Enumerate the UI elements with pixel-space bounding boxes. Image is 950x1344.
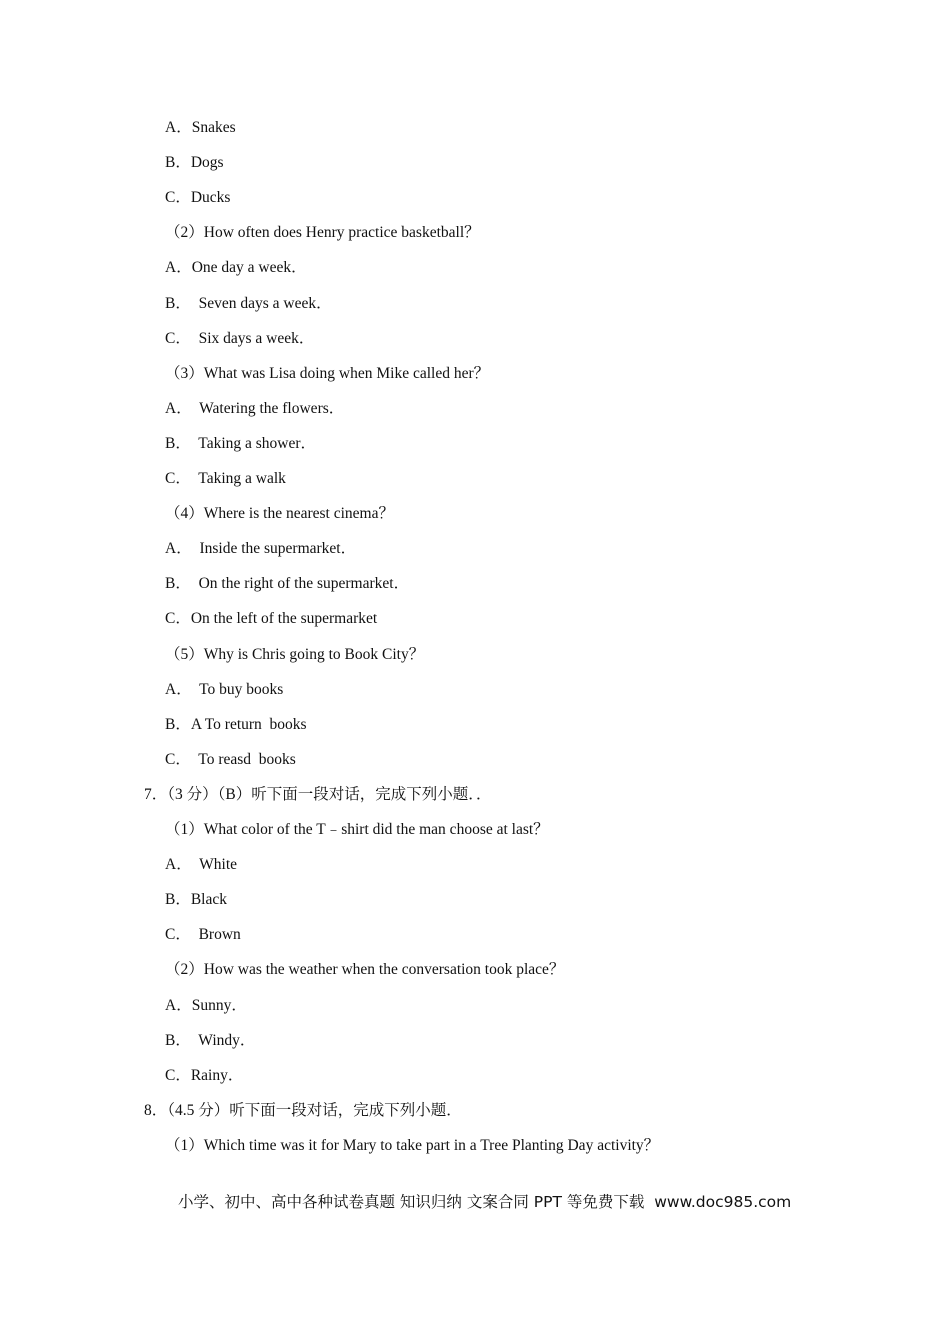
answer-option: C．Rainy． <box>165 1066 244 1084</box>
answer-option: A．Snakes <box>165 119 236 136</box>
question-heading: 7．（3 分）（B）听下面一段对话，完成下列小题．． <box>144 785 492 803</box>
answer-option: B．Dogs <box>165 154 224 172</box>
answer-option: B．Black <box>165 891 227 909</box>
answer-option: C． To reasd books <box>165 750 296 768</box>
page-footer: 小学、初中、高中各种试卷真题 知识归纳 文案合同 PPT 等免费下载 www.doc985.com <box>178 1193 792 1211</box>
answer-option: A．Sunny． <box>165 996 247 1014</box>
answer-option: C．Ducks <box>165 189 231 207</box>
sub-question: （4）Where is the nearest cinema？ <box>165 505 394 523</box>
answer-option: C．On the left of the supermarket <box>165 610 378 628</box>
sub-question: （2）How often does Henry practice basketball？ <box>165 224 480 242</box>
answer-option: B． Taking a shower． <box>165 434 317 452</box>
sub-question: （3）What was Lisa doing when Mike called her？ <box>165 364 490 382</box>
answer-option: B．A To return books <box>165 715 307 733</box>
answer-option: A． Inside the supermarket． <box>165 540 357 558</box>
answer-option: C． Brown <box>165 926 241 944</box>
sub-question: （2）How was the weather when the conversation took place？ <box>165 961 565 979</box>
answer-option: A． Watering the flowers． <box>165 399 345 417</box>
sub-question: （5）Why is Chris going to Book City？ <box>165 645 425 663</box>
answer-option: A． To buy books <box>165 680 284 698</box>
sub-question: （1）What color of the T﹣shirt did the man choose at last？ <box>165 821 549 838</box>
answer-option: C． Six days a week． <box>165 329 315 347</box>
answer-option: A．One day a week． <box>165 259 307 277</box>
sub-question: （1）Which time was it for Mary to take part in a Tree Planting Day activity？ <box>165 1136 660 1154</box>
answer-option: B． On the right of the supermarket． <box>165 575 410 593</box>
answer-option: A． White <box>165 856 238 874</box>
answer-option: C． Taking a walk <box>165 470 286 487</box>
answer-option: B． Windy． <box>165 1031 256 1049</box>
answer-option: B． Seven days a week． <box>165 294 332 312</box>
question-heading: 8．（4.5 分）听下面一段对话，完成下列小题． <box>144 1101 462 1119</box>
